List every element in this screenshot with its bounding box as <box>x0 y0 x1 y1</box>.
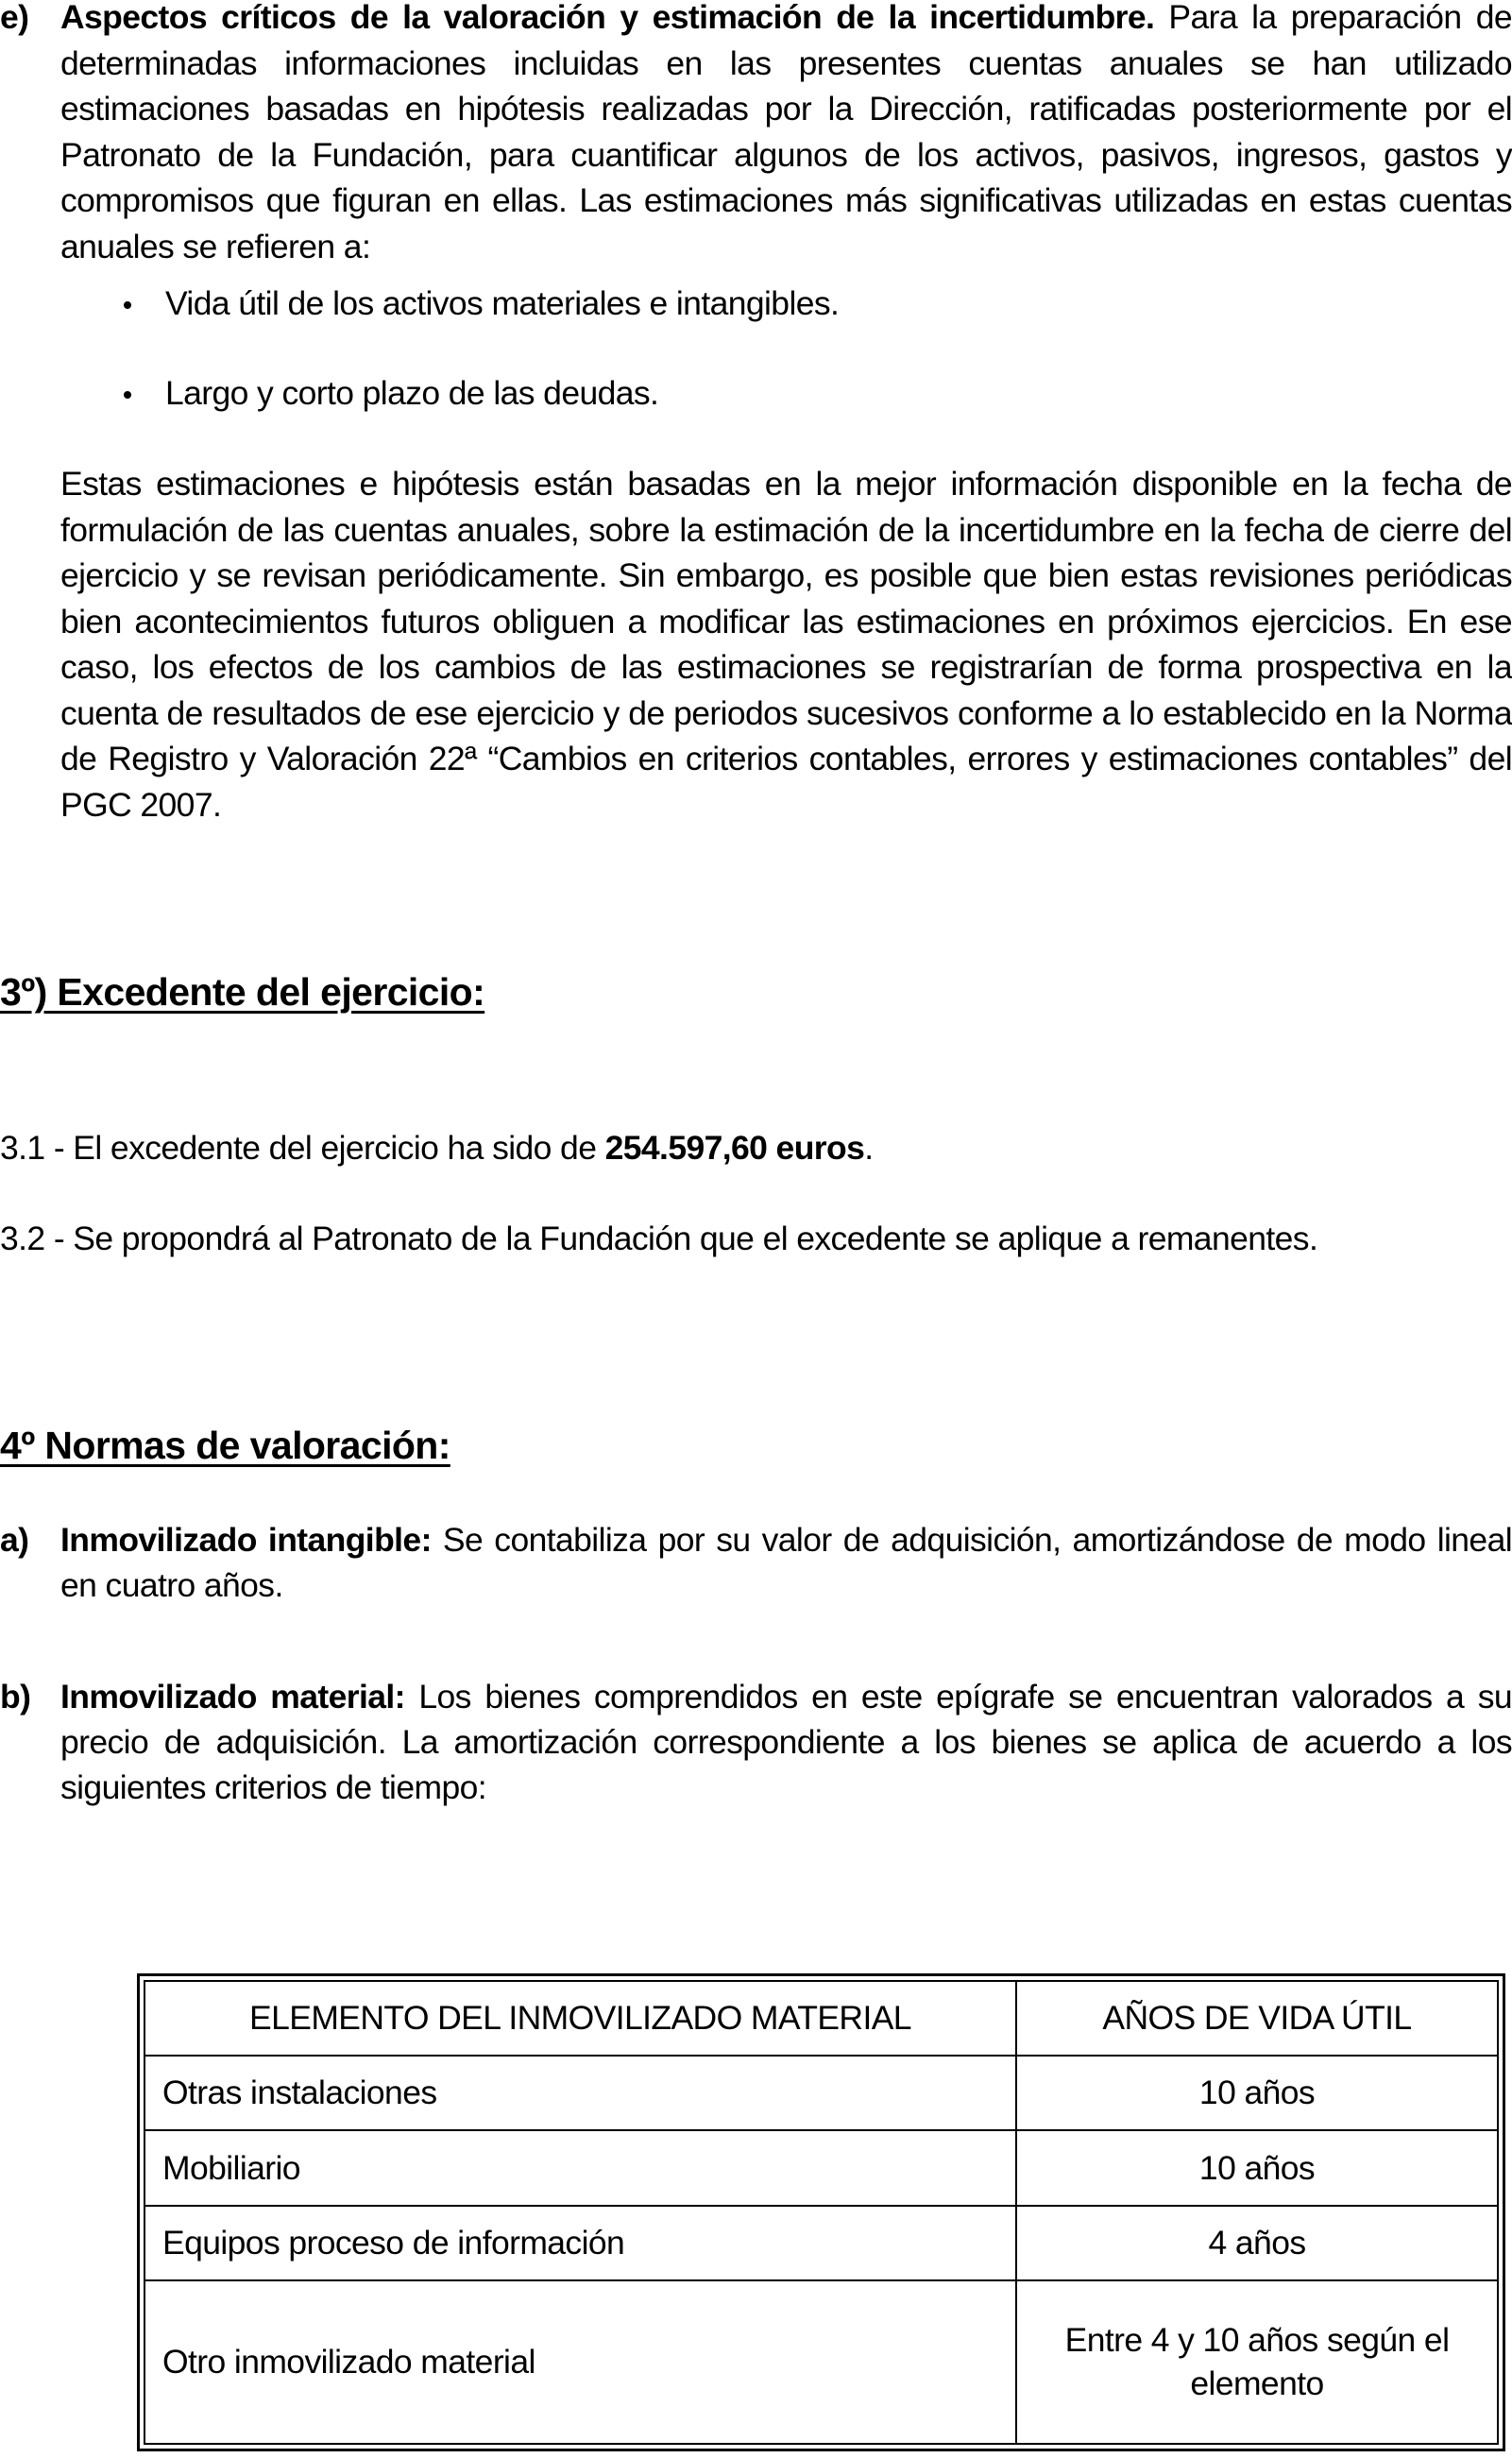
surplus-line <box>0 1125 874 1170</box>
surplus-suffix: . <box>864 1129 874 1167</box>
table-header-row <box>144 1981 1498 2056</box>
section-e-text: Para la preparación de determinadas informaciones incluidas en las presentes cuentas anuales se han utilizado estimaciones basadas en hipótesis realizadas por la Dirección, ratificadas posteriormente por el Patronato de la Fundación, para cuantificar algunos de los activos, pasivos, ingresos, gastos y compromisos que figuran en ellas. Las estimaciones más significativas utilizadas en estas cuentas anuales se refieren a: <box>60 0 1512 265</box>
table-cell: 10 años <box>1016 2056 1498 2130</box>
surplus-proposal-line: 3.2 - Se propondrá al Patronato de la Fundación que el excedente se aplique a remanentes. <box>0 1220 1318 1257</box>
table-cell: Otro inmovilizado material <box>144 2280 1016 2444</box>
useful-life-table <box>137 1973 1505 2451</box>
item-a-label: a) <box>0 1521 29 1559</box>
section-e-paragraph <box>0 0 1512 269</box>
section-e-label: e) <box>0 0 29 36</box>
table-cell: Entre 4 y 10 años según el elemento <box>1016 2280 1498 2444</box>
table-row <box>144 2280 1498 2444</box>
table-row <box>144 2130 1498 2205</box>
bullet-item: Vida útil de los activos materiales e intangibles. <box>165 281 839 326</box>
item-a-text: Se contabiliza por su valor de adquisición, amortizándose de modo lineal en cuatro años. <box>60 1521 1512 1604</box>
surplus-amount: 254.597,60 euros <box>604 1129 865 1167</box>
estimates-bullet-list <box>165 281 839 460</box>
table-cell: Equipos proceso de información <box>144 2206 1016 2280</box>
table-row <box>144 2056 1498 2130</box>
table-header-cell: AÑOS DE VIDA ÚTIL <box>1016 1981 1498 2056</box>
table-header-cell: ELEMENTO DEL INMOVILIZADO MATERIAL <box>144 1981 1016 2056</box>
item-b-title: Inmovilizado material: <box>60 1678 405 1715</box>
tangible-assets-item <box>0 1674 1512 1810</box>
table-cell: 10 años <box>1016 2130 1498 2205</box>
table-cell: 4 años <box>1016 2206 1498 2280</box>
estimates-paragraph: Estas estimaciones e hipótesis están basadas en la mejor información disponible en la fecha de formulación de las cuentas anuales, sobre la estimación de la incertidumbre en la fecha de cierre del ejercicio y se revisan periódicamente. Sin embargo, es posible que bien estas revisiones periódicas bien acontecimientos futuros obliguen a modificar las estimaciones en próximos ejercicios. En ese caso, los efectos de los cambios de las estimaciones se registrarían de forma prospectiva en la cuenta de resultados de ese ejercicio y de periodos sucesivos conforme a lo establecido en la Norma de Registro y Valoración 22ª “Cambios en criterios contables, errores y estimaciones contables” del PGC 2007. <box>60 465 1512 824</box>
section-e-title: Aspectos críticos de la valoración y estimación de la incertidumbre. <box>60 0 1155 36</box>
table-cell: Mobiliario <box>144 2130 1016 2205</box>
section-4-heading: 4º Normas de valoración: <box>0 1424 450 1467</box>
table-row <box>144 2206 1498 2280</box>
bullet-item: Largo y corto plazo de las deudas. <box>165 370 839 416</box>
item-b-label: b) <box>0 1678 31 1715</box>
table-cell: Otras instalaciones <box>144 2056 1016 2130</box>
intangible-assets-item <box>0 1517 1512 1608</box>
surplus-prefix: 3.1 - El excedente del ejercicio ha sido de <box>0 1129 605 1167</box>
section-3-heading: 3º) Excedente del ejercicio: <box>0 970 485 1014</box>
item-b-text: Los bienes comprendidos en este epígrafe se encuentran valorados a su precio de adquisición. La amortización correspondiente a los bienes se aplica de acuerdo a los siguientes criterios de tiempo: <box>60 1678 1512 1806</box>
item-a-title: Inmovilizado intangible: <box>60 1521 432 1559</box>
